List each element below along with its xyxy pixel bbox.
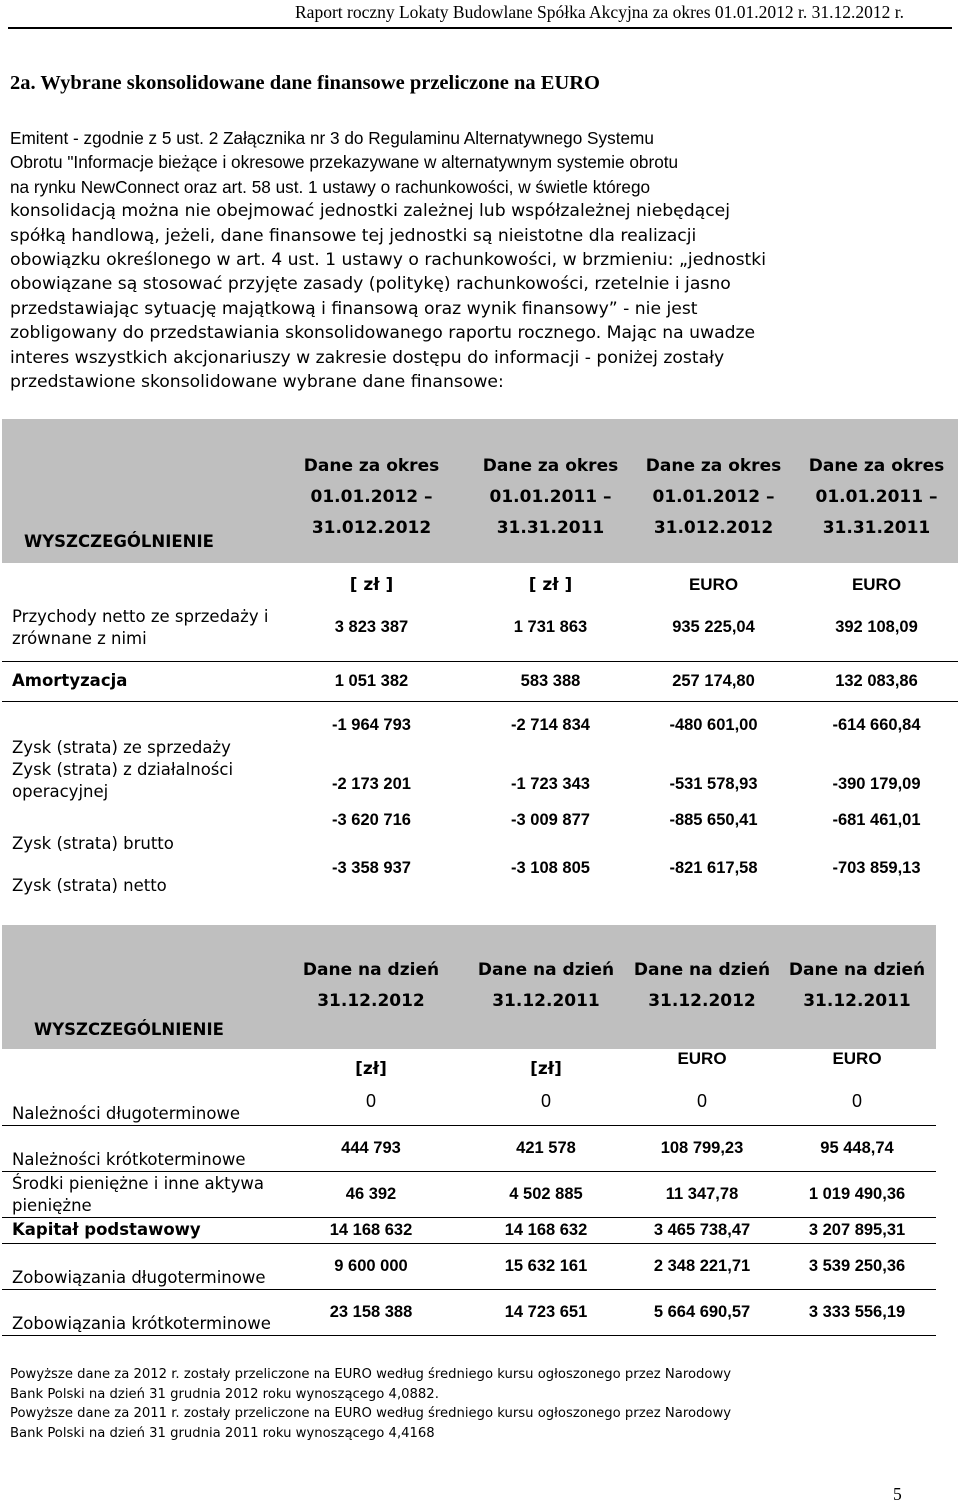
intro-line: spółką handlową, jeżeli, dane finansowe tej jednostki są nieistotne dla realizacji: [10, 225, 697, 246]
intro-line: przedstawiając sytuację majątkową i finansową oraz wynik finansowy” - nie jest: [10, 298, 698, 319]
row-value: 14 168 632: [276, 1217, 466, 1243]
column-header-line: 01.01.2012 –: [652, 486, 775, 507]
row-value: 132 083,86: [795, 661, 958, 701]
column-header-line: 31.12.2012: [648, 991, 756, 1011]
column-header-line: 31.012.2012: [653, 517, 774, 538]
row-value: 392 108,09: [795, 595, 958, 661]
row-value: 3 539 250,36: [778, 1243, 936, 1289]
column-header-line: 31.31.2011: [822, 517, 931, 538]
header-rule: [8, 27, 952, 29]
column-header-line: 31.12.2011: [803, 991, 911, 1011]
unit-row: [2, 1049, 936, 1079]
unit-label: EURO: [832, 1049, 882, 1068]
note-line: Powyższe dane za 2012 r. zostały przeliczone na EURO według średniego kursu ogłoszonego przez Narodowy: [10, 1367, 732, 1382]
column-header: [626, 925, 778, 1049]
table-row: [2, 855, 958, 899]
table-row: [2, 701, 958, 759]
unit-label: [ zł ]: [349, 575, 394, 595]
row-value: -3 358 937: [332, 859, 411, 877]
intro-line: interes wszystkich akcjonariuszy w zakresie dostępu do informacji - poniżej zostały: [10, 347, 725, 368]
row-value: 0: [626, 1079, 778, 1125]
row-value: 935 225,04: [632, 595, 795, 661]
row-value: -390 179,09: [832, 774, 921, 793]
row-value: 1 019 490,36: [778, 1171, 936, 1217]
row-value: -480 601,00: [669, 715, 758, 734]
column-header-line: Dane na dzień: [788, 960, 926, 980]
column-header: [274, 419, 469, 563]
row-label: Kapitał podstawowy: [2, 1217, 276, 1243]
column-header: [795, 419, 958, 563]
row-value: 0: [276, 1079, 466, 1125]
column-header-line: Dane za okres: [645, 455, 782, 476]
intro-line: obowiązku określonego w art. 4 ust. 1 ustawy o rachunkowości, w brzmieniu: „jednostki: [10, 250, 767, 271]
column-header-line: 31.012.2012: [311, 517, 432, 538]
row-value: 0: [466, 1079, 626, 1125]
row-value: 4 502 885: [466, 1171, 626, 1217]
table-row: [2, 1217, 936, 1243]
row-value: -614 660,84: [832, 715, 921, 734]
intro-line: Obrotu "Informacje bieżące i okresowe przekazywane w alternatywnym systemie obrotu: [10, 152, 679, 173]
column-header-line: 31.12.2011: [492, 991, 600, 1011]
row-value: 23 158 388: [276, 1289, 466, 1335]
row-value: 9 600 000: [276, 1243, 466, 1289]
column-header-line: 01.01.2011 –: [489, 486, 612, 507]
report-header-title: Raport roczny Lokaty Budowlane Spółka Akcyjna za okres 01.01.2012 r. 31.12.2012 r.: [295, 2, 904, 22]
label-column-header: WYSZCZEGÓLNIENIE: [34, 1020, 224, 1039]
row-value: -885 650,41: [669, 811, 758, 829]
column-header: [466, 925, 626, 1049]
table-row: [2, 759, 958, 809]
column-header: [632, 419, 795, 563]
intro-line: na rynku NewConnect oraz art. 58 ust. 1 ustawy o rachunkowości, w świetle którego: [10, 176, 651, 197]
table-row: [2, 1125, 936, 1171]
row-label: Zysk (strata) netto: [12, 876, 167, 895]
column-header-line: Dane na dzień: [633, 960, 771, 980]
intro-line: konsolidacją można nie obejmować jednostki zależnej lub współzależnej niebędącej: [10, 201, 730, 222]
table-row: [2, 661, 958, 701]
row-label: Zysk (strata) brutto: [12, 834, 174, 853]
row-value: 3 333 556,19: [778, 1289, 936, 1335]
row-label: Zysk (strata) z działalności operacyjnej: [12, 760, 234, 801]
intro-line: obowiązane są stosować przyjęte zasady (politykę) rachunkowości, rzetelnie i jasno: [10, 274, 731, 295]
unit-label: [ zł ]: [528, 575, 573, 595]
column-header-line: 31.12.2012: [317, 991, 425, 1011]
table-row: [2, 1243, 936, 1289]
row-label: Przychody netto ze sprzedaży i zrównane z nimi: [2, 595, 274, 661]
row-value: 444 793: [276, 1125, 466, 1171]
column-header: [469, 419, 632, 563]
row-value: 257 174,80: [632, 661, 795, 701]
row-value: 95 448,74: [778, 1125, 936, 1171]
unit-label: [zł]: [530, 1059, 562, 1079]
row-value: -3 108 805: [511, 859, 590, 877]
column-header-line: Dane na dzień: [477, 960, 615, 980]
row-value: -2 173 201: [332, 774, 411, 793]
row-value: -3 009 877: [511, 811, 590, 829]
row-value: 1 051 382: [274, 661, 469, 701]
unit-label: EURO: [688, 575, 739, 594]
label-column-header: WYSZCZEGÓLNIENIE: [24, 532, 214, 551]
row-value: -821 617,58: [669, 859, 758, 877]
note-line: Bank Polski na dzień 31 grudnia 2012 roku wynoszącego 4,0882.: [10, 1386, 439, 1402]
unit-label: [zł]: [355, 1059, 387, 1079]
column-header-line: 01.01.2011 –: [815, 486, 938, 507]
intro-line: zobligowany do przedstawiania skonsolidowanego raportu rocznego. Mając na uwadze: [10, 323, 756, 344]
table-row: [2, 595, 958, 661]
row-value: 14 723 651: [466, 1289, 626, 1335]
row-value: 46 392: [276, 1171, 466, 1217]
row-value: 3 207 895,31: [778, 1217, 936, 1243]
row-value: 0: [778, 1079, 936, 1125]
table-header-row: [2, 925, 936, 1049]
row-value: 14 168 632: [466, 1217, 626, 1243]
column-header: [276, 925, 466, 1049]
row-value: 583 388: [469, 661, 632, 701]
page-number: 5: [893, 1484, 902, 1504]
row-value: 5 664 690,57: [626, 1289, 778, 1335]
row-label: Środki pieniężne i inne aktywa pieniężne: [2, 1171, 276, 1217]
row-value: 15 632 161: [466, 1243, 626, 1289]
row-value: 421 578: [466, 1125, 626, 1171]
row-label: Należności krótkoterminowe: [2, 1125, 276, 1171]
period-data-table: [2, 419, 958, 899]
row-value: 3 823 387: [274, 595, 469, 661]
row-value: 11 347,78: [626, 1171, 778, 1217]
intro-line: Emitent - zgodnie z 5 ust. 2 Załącznika nr 3 do Regulaminu Alternatywnego Systemu: [10, 128, 654, 148]
row-value: 1 731 863: [469, 595, 632, 661]
table-row: [2, 1289, 936, 1335]
row-value: -2 714 834: [511, 715, 590, 734]
intro-line: przedstawione skonsolidowane wybrane dane finansowe:: [10, 372, 504, 393]
column-header: [778, 925, 936, 1049]
row-value: -1 723 343: [511, 774, 590, 793]
row-value: 108 799,23: [626, 1125, 778, 1171]
row-label: Zysk (strata) ze sprzedaży: [12, 738, 231, 757]
row-label: Amortyzacja: [2, 661, 274, 701]
column-header-line: 31.31.2011: [496, 517, 605, 538]
column-header-line: Dane za okres: [808, 455, 945, 476]
unit-label: EURO: [851, 575, 902, 594]
row-label: Należności długoterminowe: [2, 1079, 276, 1125]
table-row: [2, 1079, 936, 1125]
column-header-line: Dane za okres: [303, 455, 440, 476]
row-label: Zobowiązania krótkoterminowe: [2, 1289, 276, 1335]
intro-paragraph: [10, 126, 910, 394]
unit-label: EURO: [677, 1049, 727, 1068]
column-header-line: 01.01.2012 –: [310, 486, 433, 507]
exchange-rate-notes: [10, 1365, 731, 1443]
row-value: -681 461,01: [832, 811, 921, 829]
column-header-line: Dane za okres: [482, 455, 619, 476]
row-value: 2 348 221,71: [626, 1243, 778, 1289]
row-label: Zobowiązania długoterminowe: [2, 1243, 276, 1289]
table-row: [2, 809, 958, 855]
table-row: [2, 1171, 936, 1217]
row-value: -3 620 716: [332, 811, 411, 829]
section-heading: 2a. Wybrane skonsolidowane dane finansowe przeliczone na EURO: [10, 72, 600, 94]
row-value: -531 578,93: [669, 774, 758, 793]
balance-data-table: [2, 925, 936, 1336]
note-line: Bank Polski na dzień 31 grudnia 2011 roku wynoszącego 4,4168: [10, 1425, 435, 1441]
unit-row: [2, 563, 958, 595]
note-line: Powyższe dane za 2011 r. zostały przeliczone na EURO według średniego kursu ogłoszonego przez Narodowy: [10, 1406, 732, 1422]
row-value: -1 964 793: [332, 715, 411, 734]
row-value: 3 465 738,47: [626, 1217, 778, 1243]
row-value: -703 859,13: [832, 859, 921, 877]
column-header-line: Dane na dzień: [302, 960, 440, 980]
table-header-row: [2, 419, 958, 563]
